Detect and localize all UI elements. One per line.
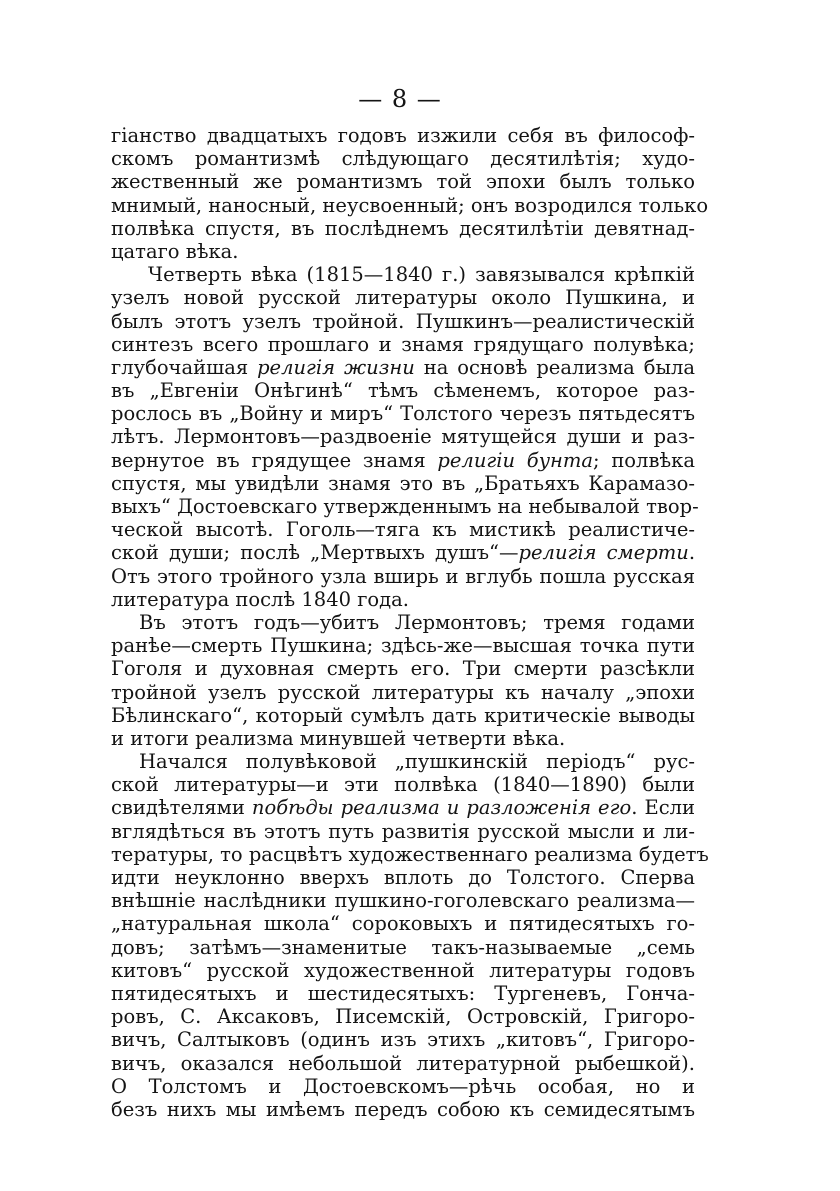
text-line: гіанство двадцатыхъ годовъ изжили себя въ философ- — [111, 124, 695, 147]
body-text — [111, 124, 709, 1121]
text-line: мнимый, наносный, неусвоенный; онъ возродился только — [111, 193, 709, 217]
text-line: синтезъ всего прошлаго и знамя грядущаго полувѣка; — [111, 332, 695, 356]
text-line: рослось въ „Войну и миръ“ Толстого черезъ пятьдесятъ — [111, 402, 695, 426]
paragraph-start: Начался полувѣковой „пушкинскій періодъ“ рус- — [139, 750, 695, 774]
text-line: Бѣлинскаго“, который сумѣлъ дать критическіе выводы — [111, 703, 695, 727]
text-line: ской литературы—и эти полвѣка (1840—1890) были — [111, 773, 695, 797]
text-line: выхъ“ Достоевскаго утвержденнымъ на небывалой твор- — [111, 495, 699, 518]
page-number: — 8 — — [358, 85, 442, 113]
text-line: довъ; затѣмъ—знаменитые такъ-называемые „семь — [111, 935, 695, 959]
text-line: О Толстомъ и Достоевскомъ—рѣчь особая, но и — [111, 1074, 695, 1098]
text-line: ранѣе—смерть Пушкина; здѣсь-же—высшая точка пути — [111, 634, 695, 658]
text-line: полвѣка спустя, въ послѣднемъ десятилѣтіи девятнад- — [111, 216, 695, 240]
text-line: свидѣтелями побѣды реализма и разложенія его. Если — [111, 796, 695, 820]
text-line: былъ этотъ узелъ тройной. Пушкинъ—реалистическій — [111, 309, 695, 333]
paragraph-start: Четверть вѣка (1815—1840 г.) завязывался крѣпкій — [148, 263, 695, 287]
text-line: вернутое въ грядущее знамя религіи бунта; полвѣка — [111, 448, 695, 472]
text-line: въ „Евгеніи Онѣгинѣ“ тѣмъ сѣменемъ, которое раз- — [111, 379, 695, 403]
text-line: цатаго вѣка. — [111, 239, 239, 263]
text-line: Гоголя и духовная смерть его. Три смерти разсѣкли — [111, 657, 695, 681]
text-line: литература послѣ 1840 года. — [111, 587, 410, 611]
text-line: ской души; послѣ „Мертвыхъ душъ“—религія смерти. — [111, 541, 696, 565]
text-line: пятидесятыхъ и шестидесятыхъ: Тургеневъ, Гонча- — [111, 981, 695, 1005]
text-line: глубочайшая религія жизни на основѣ реализма была — [111, 355, 695, 379]
text-line: вглядѣться въ этотъ путь развитія русской мысли и ли- — [111, 819, 695, 843]
text-line: ческой высотѣ. Гоголь—тяга къ мистикѣ реалистиче- — [111, 518, 695, 542]
text-line: жественный же романтизмъ той эпохи былъ только — [111, 170, 695, 194]
text-line: узелъ новой русской литературы около Пушкина, и — [111, 286, 695, 310]
text-line: и итоги реализма минувшей четверти вѣка. — [111, 726, 566, 750]
text-line: лѣтъ. Лермонтовъ—раздвоеніе мятущейся души и раз- — [111, 425, 695, 449]
text-line: „натуральная школа“ сороковыхъ и пятидесятыхъ го- — [111, 912, 695, 936]
paragraph-start: Въ этотъ годъ—убитъ Лермонтовъ; тремя годами — [139, 610, 695, 634]
text-line: спустя, мы увидѣли знамя это въ „Братьяхъ Карамазо- — [111, 471, 695, 495]
text-line: внѣшніе наслѣдники пушкино-гоголевскаго реализма— — [111, 889, 695, 913]
text-line: идти неуклонно вверхъ вплоть до Толстого. Сперва — [111, 866, 695, 889]
text-line: Отъ этого тройного узла вширь и вглубь пошла русская — [111, 564, 695, 588]
text-line: вичъ, Салтыковъ (одинъ изъ этихъ „китовъ“, Григоро- — [111, 1028, 695, 1052]
text-line: китовъ“ русской художественной литературы годовъ — [111, 958, 695, 982]
text-line: ровъ, С. Аксаковъ, Писемскій, Островскій, Григоро- — [111, 1005, 695, 1029]
text-line: вичъ, оказался небольшой литературной рыбешкой). — [111, 1051, 695, 1075]
text-line: безъ нихъ мы имѣемъ передъ собою къ семидесятымъ — [111, 1097, 695, 1121]
text-line: тературы, то расцвѣтъ художественнаго реализма будетъ — [111, 842, 709, 866]
text-line: тройной узелъ русской литературы къ началу „эпохи — [111, 680, 695, 704]
text-line: скомъ романтизмѣ слѣдующаго десятилѣтія; худо- — [111, 147, 695, 171]
